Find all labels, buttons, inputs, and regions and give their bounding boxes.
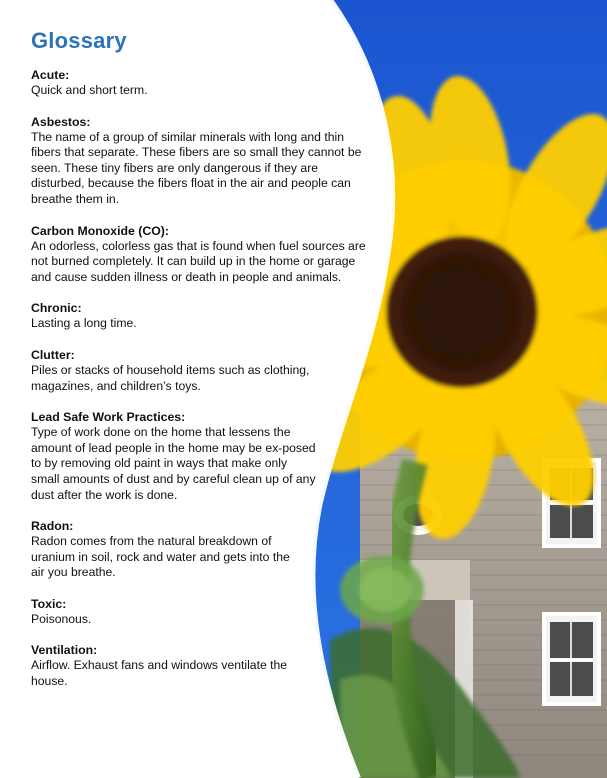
- term-definition: Type of work done on the home that lessens the amount of lead people in the home may be ex-posed to by removing old paint in ways that make only small amounts of dust and by careful clean up of any dust after the work is done.: [31, 425, 316, 502]
- term-definition: Poisonous.: [31, 611, 92, 626]
- page-title: Glossary: [31, 28, 127, 53]
- term-name: Asbestos:: [31, 114, 91, 129]
- term-name: Radon:: [31, 519, 74, 534]
- glossary-term-chronic: [31, 301, 331, 332]
- glossary-term-acute: [31, 68, 366, 99]
- term-name: Clutter:: [31, 347, 75, 362]
- term-definition: Quick and short term.: [31, 83, 148, 97]
- term-name: Carbon Monoxide (CO):: [31, 223, 169, 238]
- glossary-term-asbestos: [31, 115, 371, 208]
- term-definition: Radon comes from the natural breakdown of uranium in soil, rock and water and gets into the air you breathe.: [31, 534, 290, 580]
- term-name: Toxic:: [31, 596, 67, 611]
- term-name: Acute:: [31, 68, 70, 82]
- term-name: Chronic:: [31, 301, 82, 316]
- term-definition: An odorless, colorless gas that is found when fuel sources are not burned completely. It can build up in the home or garage and cause sudden illness or death in people and animals.: [31, 238, 366, 284]
- glossary-term-lead-safe-work-practices: [31, 410, 316, 503]
- term-definition: Airflow. Exhaust fans and windows ventilate the house.: [31, 658, 288, 689]
- glossary-term-carbon-monoxide: [31, 224, 371, 286]
- term-definition: Piles or stacks of household items such as clothing, magazines, and children’s toys.: [31, 362, 310, 393]
- glossary-term-ventilation: [31, 643, 296, 689]
- glossary-term-clutter: [31, 348, 331, 394]
- term-name: Ventilation:: [31, 643, 98, 658]
- glossary-content: [31, 28, 381, 706]
- glossary-term-radon: [31, 519, 296, 581]
- glossary-term-toxic: [31, 597, 266, 628]
- term-definition: Lasting a long time.: [31, 316, 137, 331]
- term-name: Lead Safe Work Practices:: [31, 410, 186, 425]
- term-definition: The name of a group of similar minerals with long and thin fibers that separate. These fibers are so small they cannot be seen. These tiny fibers are only dangerous if they are disturbed, because the fibers float in the air and people can breathe them in.: [31, 129, 362, 206]
